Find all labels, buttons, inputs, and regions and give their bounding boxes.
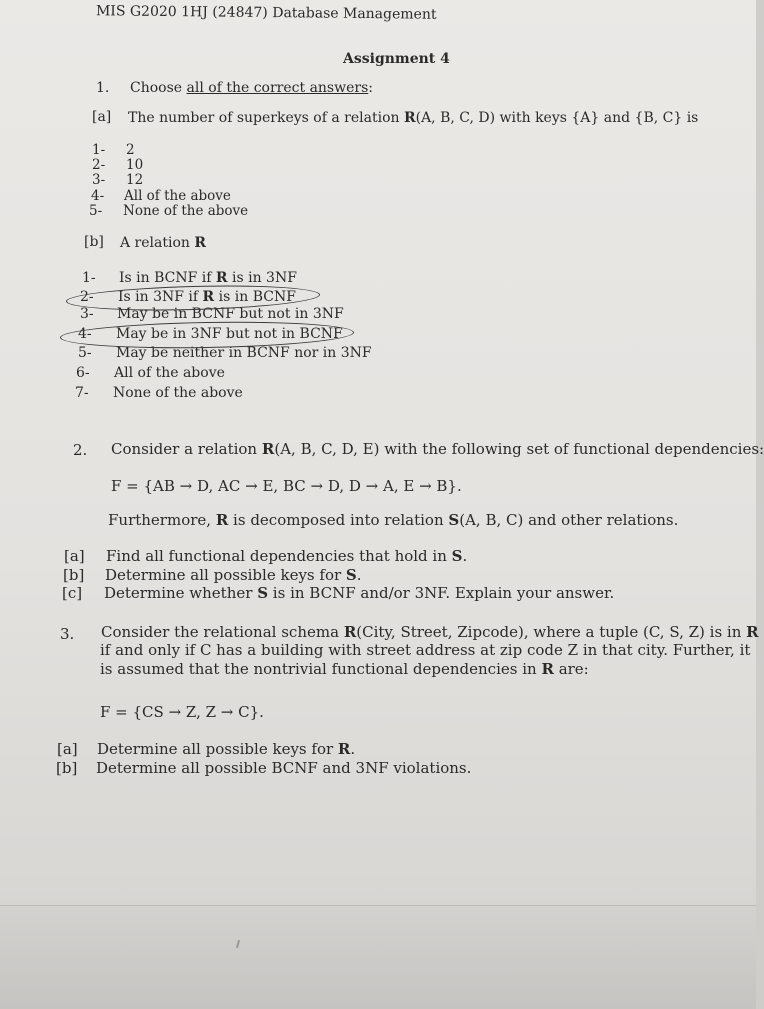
- q1b-option-1: 1- Is in BCNF if R is in 3NF: [82, 270, 297, 286]
- q1b-question: A relation R: [120, 235, 207, 251]
- desk-surface: [0, 905, 756, 1009]
- q2-dependencies: F = {AB → D, AC → E, BC → D, D → A, E → B}.: [111, 477, 462, 495]
- course-header: MIS G2020 1HJ (24847) Database Management: [95, 3, 437, 23]
- q1b-option-7: 7- None of the above: [75, 385, 243, 401]
- q1a-option-1: 1- 2: [92, 142, 135, 158]
- q3-part-b: [b] Determine all possible BCNF and 3NF violations.: [56, 759, 472, 777]
- q3-intro-line3: is assumed that the nontrivial functional dependencies in R are:: [100, 660, 589, 678]
- q1a-option-5: 5- None of the above: [89, 203, 249, 219]
- q3-number: 3.: [60, 625, 75, 643]
- q3-intro-line1: Consider the relational schema R(City, Street, Zipcode), where a tuple (C, S, Z) is in R: [101, 623, 759, 641]
- q1-number: 1.: [96, 80, 110, 96]
- q1a-option-2: 2- 10: [92, 157, 144, 173]
- q2-part-b: [b] Determine all possible keys for S.: [63, 566, 362, 584]
- q1-instruction: Choose all of the correct answers:: [130, 80, 373, 96]
- q1a-question: The number of superkeys of a relation R(A, B, C, D) with keys {A} and {B, C} is: [128, 110, 699, 126]
- q1b-option-2: 2- Is in 3NF if R is in BCNF: [80, 289, 296, 305]
- q2-number: 2.: [73, 441, 88, 459]
- q3-intro-line2: if and only if C has a building with street address at zip code Z in that city. Further, it: [100, 641, 751, 659]
- q1b-option-6: 6- All of the above: [76, 365, 225, 381]
- q2-part-a: [a] Find all functional dependencies that hold in S.: [64, 547, 468, 565]
- q2-intro: Consider a relation R(A, B, C, D, E) with the following set of functional dependencies:: [111, 440, 764, 458]
- q1b-option-3: 3- May be in BCNF but not in 3NF: [80, 306, 344, 322]
- q2-part-c: [c] Determine whether S is in BCNF and/or 3NF. Explain your answer.: [62, 584, 615, 602]
- q1b-option-4: 4- May be in 3NF but not in BCNF: [78, 326, 343, 342]
- q3-part-a: [a] Determine all possible keys for R.: [57, 740, 356, 758]
- q3-dependencies: F = {CS → Z, Z → C}.: [100, 703, 264, 721]
- q1a-option-3: 3- 12: [92, 172, 144, 188]
- q1b-label: [b]: [84, 234, 104, 250]
- q1a-label: [a]: [92, 109, 112, 125]
- assignment-title: Assignment 4: [343, 51, 450, 67]
- q2-decomposition: Furthermore, R is decomposed into relation S(A, B, C) and other relations.: [108, 511, 679, 529]
- q1b-option-5: 5- May be neither in BCNF nor in 3NF: [78, 345, 372, 361]
- q1a-option-4: 4- All of the above: [91, 188, 231, 204]
